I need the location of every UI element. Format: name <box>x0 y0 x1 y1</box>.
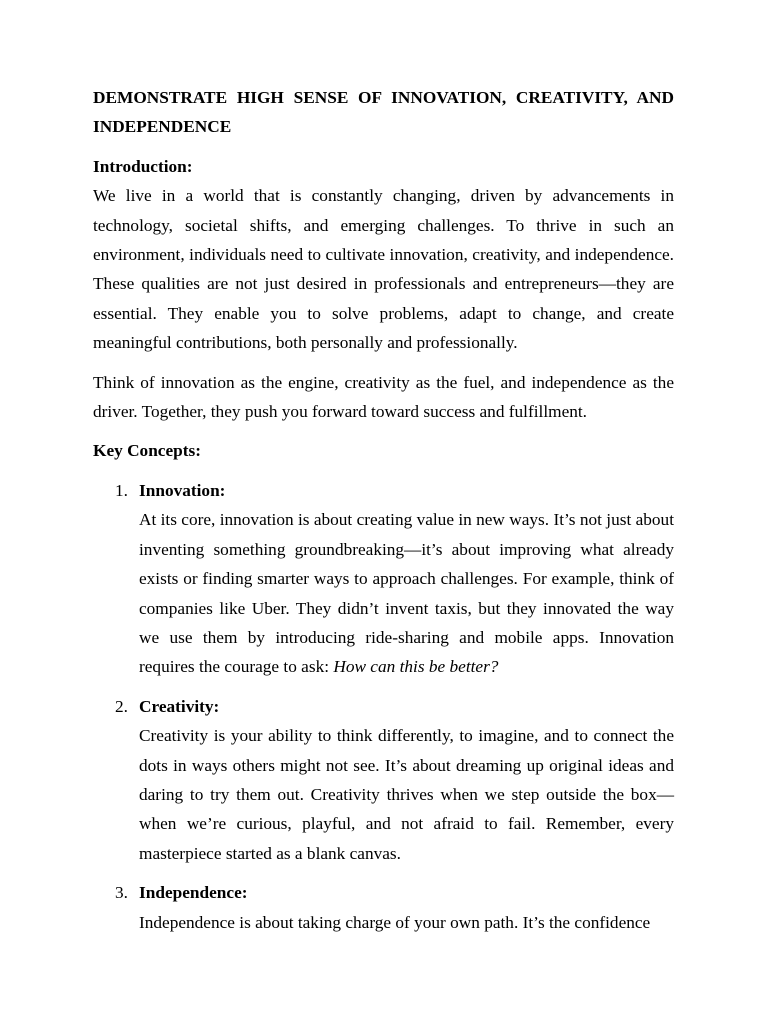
concept-text-innovation-emphasis: How can this be better? <box>333 657 499 677</box>
concept-text-creativity: Creativity is your ability to think differently, to imagine, and to connect the dots in ways others might not see. It’s about dreaming up original ideas and daring to try them out. Creativity thrives when we step outside the box—when we’re curious, playful, and not afraid to fail. Remember, every masterpiece started as a blank canvas. <box>139 726 674 863</box>
list-item-innovation <box>93 476 674 682</box>
list-item-number: 3. <box>115 883 128 903</box>
list-item-number: 1. <box>115 480 128 500</box>
key-concepts-list <box>93 476 674 937</box>
concept-text-innovation <box>139 505 674 681</box>
concept-title-independence: Independence: <box>139 883 248 903</box>
introduction-heading: Introduction: <box>93 156 193 176</box>
list-item-creativity <box>93 692 674 868</box>
introduction-paragraph-2: Think of innovation as the engine, creativity as the fuel, and independence as the driver. Together, they push you forward toward success and fulfillment. <box>93 372 674 422</box>
document-title: DEMONSTRATE HIGH SENSE OF INNOVATION, CREATIVITY, AND INDEPENDENCE <box>93 88 674 137</box>
list-item-independence <box>93 878 674 937</box>
list-item-number: 2. <box>115 696 128 716</box>
concept-text-innovation-body: At its core, innovation is about creating value in new ways. It’s not just about inventing something groundbreaking—it’s about improving what already exists or finding smarter ways to approach challenges. For example, think of companies like Uber. They didn’t invent taxis, but they innovated the way we use them by introducing ride-sharing and mobile apps. Innovation requires the courage to ask: <box>139 510 674 677</box>
document-page <box>93 83 674 947</box>
introduction-paragraph-1: We live in a world that is constantly changing, driven by advancements in technology, societal shifts, and emerging challenges. To thrive in such an environment, individuals need to cultivate innovation, creativity, and independence. These qualities are not just desired in professionals and entrepreneurs—they are essential. They enable you to solve problems, adapt to change, and create meaningful contributions, both personally and professionally. <box>93 186 674 353</box>
concept-title-innovation: Innovation: <box>139 480 226 500</box>
concept-text-independence: Independence is about taking charge of your own path. It’s the confidence <box>139 912 651 932</box>
concept-title-creativity: Creativity: <box>139 696 220 716</box>
key-concepts-heading: Key Concepts: <box>93 441 201 461</box>
